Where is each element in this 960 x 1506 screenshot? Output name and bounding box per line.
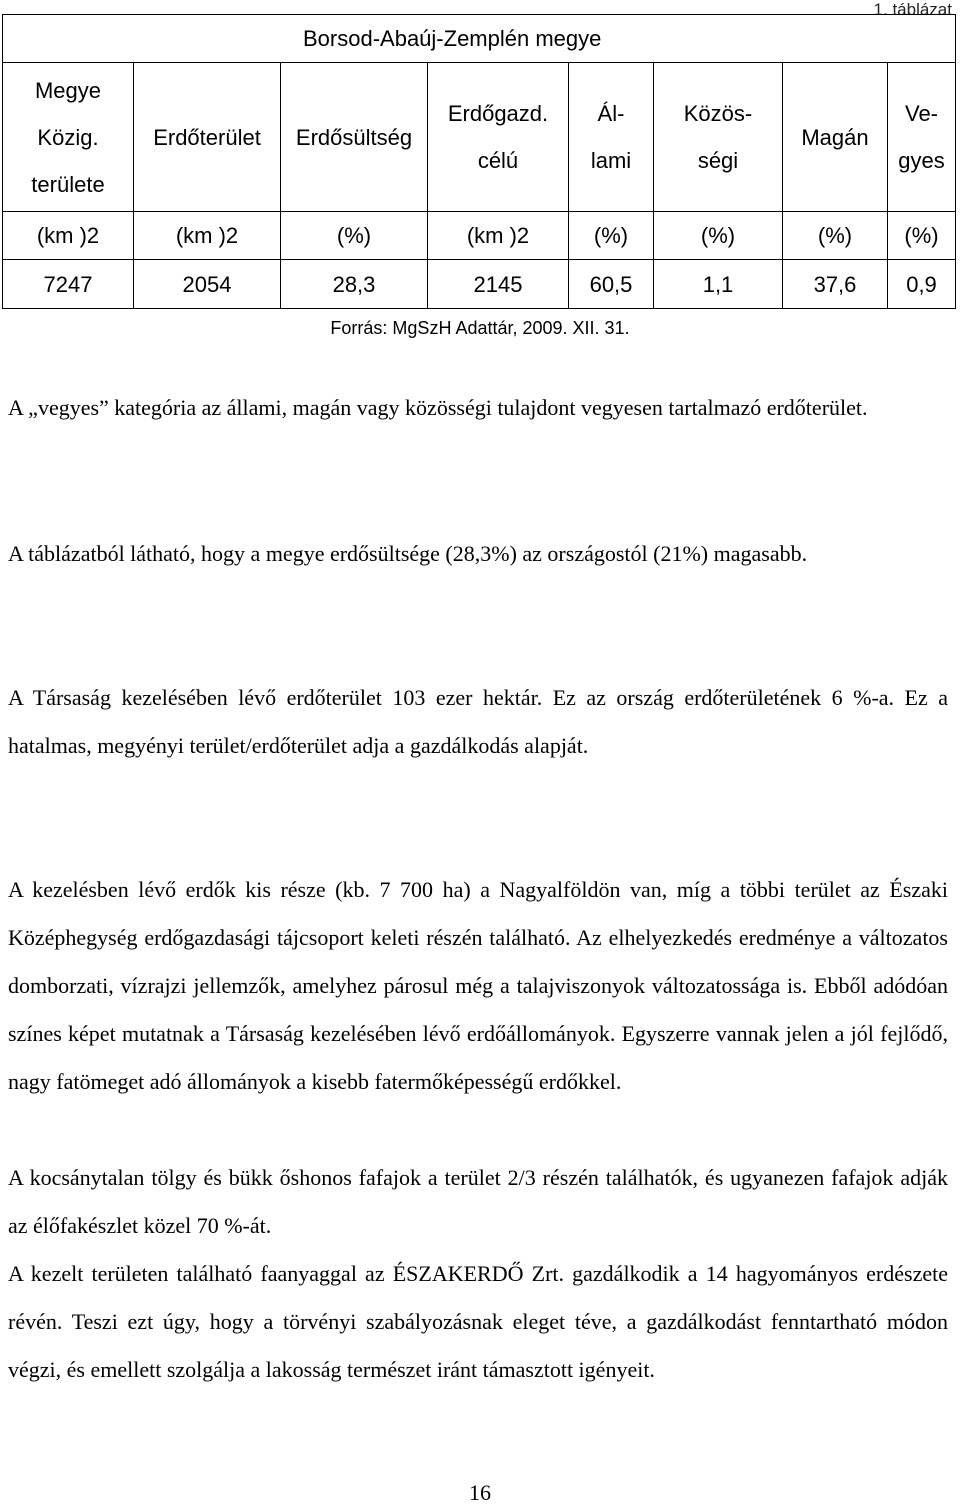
unit-cell: (km )2 (428, 212, 569, 260)
value-cell: 1,1 (654, 260, 783, 309)
forest-data-table (2, 14, 956, 309)
unit-cell: (km )2 (3, 212, 134, 260)
table-header-row (3, 63, 956, 212)
table-value-row (3, 260, 956, 309)
value-cell: 7247 (3, 260, 134, 309)
unit-cell: (%) (783, 212, 888, 260)
table-unit-row (3, 212, 956, 260)
paragraph-managed-area: A Társaság kezelésében lévő erdőterület 103 ezer hektár. Ez az ország erdőterületének 6 %-a. Ez a hatalmas, megyényi terület/erdőterület adja a gazdálkodás alapját. (8, 685, 948, 758)
paragraph-location: A kezelésben lévő erdők kis része (kb. 7 700 ha) a Nagyalföldön van, míg a többi terület az Északi Középhegység erdőgazdasági tájcsoport keleti részén található. Az elhelyezkedés eredménye a változatos domborzati, vízrajzi jellemzők, amelyhez párosul még a talajviszonyok változatossága is. Ebből adódóan színes képet mutatnak a Társaság kezelésében lévő erdőállományok. Egyszerre vannak jelen a jól fejlődő, nagy fatömeget adó állományok a kisebb fatermőképességű erdőkkel. (8, 877, 948, 1094)
table-label: 1. táblázat (873, 0, 952, 19)
paragraph-species: A kocsánytalan tölgy és bükk őshonos fafajok a terület 2/3 részén találhatók, és ugyanezen fafajok adják az élőfakészlet közel 70 %-át. (8, 1165, 948, 1238)
header-forest-area: Erdőterület (134, 63, 281, 212)
unit-cell: (%) (281, 212, 428, 260)
header-community: Közös- ségi (654, 63, 783, 212)
header-state: Ál- lami (569, 63, 654, 212)
paragraph-management: A kezelt területen található faanyaggal az ÉSZAKERDŐ Zrt. gazdálkodik a 14 hagyományos erdészete révén. Teszi ezt úgy, hogy a törvényi szabályozásnak eleget téve, a gazdálkodást fenntartható módon végzi, és emellett szolgálja a lakosság természet iránt támasztott igényeit. (8, 1261, 948, 1382)
paragraph-mixed-category: A „vegyes” kategória az állami, magán vagy közösségi tulajdont vegyesen tartalmazó erdőterület. (8, 395, 868, 420)
unit-cell: (%) (654, 212, 783, 260)
header-forest-mgmt: Erdőgazd. célú (428, 63, 569, 212)
table-title-row (3, 15, 956, 63)
header-county-area: Megye Közig. területe (3, 63, 134, 212)
unit-cell: (%) (569, 212, 654, 260)
value-cell: 2054 (134, 260, 281, 309)
value-cell: 0,9 (888, 260, 956, 309)
value-cell: 2145 (428, 260, 569, 309)
value-cell: 28,3 (281, 260, 428, 309)
value-cell: 37,6 (783, 260, 888, 309)
table-source: Forrás: MgSzH Adattár, 2009. XII. 31. (330, 318, 630, 338)
page-number: 16 (469, 1480, 491, 1505)
header-forest-cover: Erdősültség (281, 63, 428, 212)
header-private: Magán (783, 63, 888, 212)
table-title: Borsod-Abaúj-Zemplén megye (3, 15, 956, 63)
header-mixed: Ve- gyes (888, 63, 956, 212)
unit-cell: (km )2 (134, 212, 281, 260)
value-cell: 60,5 (569, 260, 654, 309)
paragraph-forest-cover: A táblázatból látható, hogy a megye erdősültsége (28,3%) az országostól (21%) magasabb. (8, 541, 808, 566)
unit-cell: (%) (888, 212, 956, 260)
